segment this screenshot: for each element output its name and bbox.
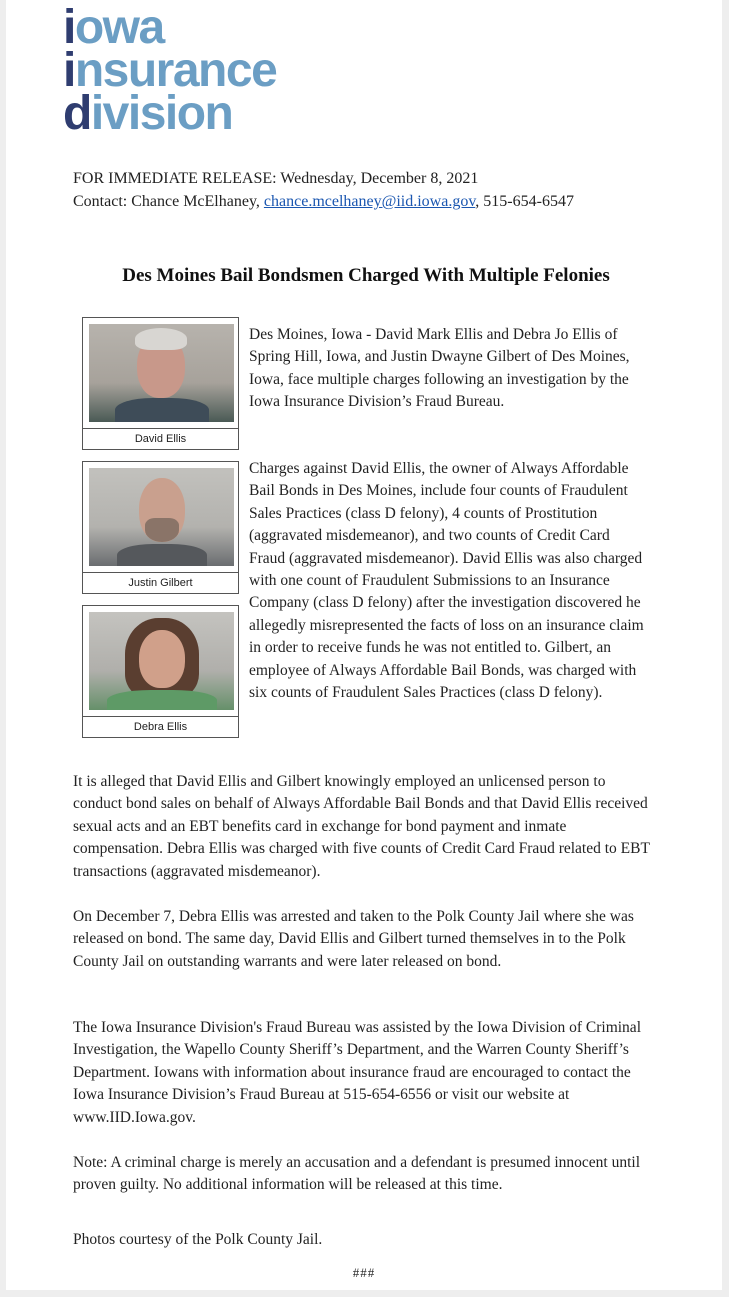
photo-justin-gilbert	[89, 468, 234, 566]
mugshot-david-ellis	[82, 317, 239, 450]
release-date: FOR IMMEDIATE RELEASE: Wednesday, December 8, 2021	[73, 170, 479, 187]
photo-caption: Debra Ellis	[83, 716, 238, 737]
contact-email-link[interactable]: chance.mcelhaney@iid.iowa.gov	[263, 193, 476, 210]
paragraph-assistance: The Iowa Insurance Division's Fraud Bureau was assisted by the Iowa Division of Criminal Investigation, the Wapello County Sheriff’s Department, and the Warren County Sheriff’s Department. Iowans with information about insurance fraud are encouraged to contact the Iowa Insurance Division’s Fraud Bureau at 515-654-6556 or visit our website at www.IID.Iowa.gov.	[73, 1019, 641, 1126]
paragraph-note: Note: A criminal charge is merely an accusation and a defendant is presumed innocent until proven guilty. No additional information will be released at this time.	[73, 1154, 641, 1194]
mugshot-justin-gilbert	[82, 461, 239, 594]
headline: Des Moines Bail Bondsmen Charged With Multiple Felonies	[122, 265, 610, 286]
photo-david-ellis	[89, 324, 234, 422]
mugshot-debra-ellis	[82, 605, 239, 738]
paragraph-intro: Des Moines, Iowa - David Mark Ellis and Debra Jo Ellis of Spring Hill, Iowa, and Justin Dwayne Gilbert of Des Moines, Iowa, face multiple charges following an investigation by the Iowa Insurance Division’s Fraud Bureau.	[249, 326, 630, 411]
photo-caption: Justin Gilbert	[83, 572, 238, 593]
paragraph-charges: Charges against David Ellis, the owner of Always Affordable Bail Bonds in Des Moines, include four counts of Fraudulent Sales Practices (class D felony), 4 counts of Prostitution (aggravated misdemeanor), and two counts of Credit Card Fraud (aggravated misdemeanor). David Ellis was also charged with one count of Fraudulent Submissions to an Insurance Company (class D felony) after the investigation discovered he allegedly misrepresented the facts of loss on an insurance claim in order to receive funds he was not entitled to. Gilbert, an employee of Always Affordable Bail Bonds, was charged with six counts of Fraudulent Sales Practices (class D felony).	[249, 460, 644, 702]
end-of-release-mark: ###	[352, 1265, 376, 1280]
paragraph-allegations: It is alleged that David Ellis and Gilbert knowingly employed an unlicensed person to conduct bond sales on behalf of Always Affordable Bail Bonds and that David Ellis received sexual acts and an EBT benefits card in exchange for bond payment and inmate compensation. Debra Ellis was charged with five counts of Credit Card Fraud related to EBT transactions (aggravated misdemeanor).	[73, 773, 650, 880]
iowa-insurance-division-logo: iowa insurance division	[63, 1, 277, 140]
contact-line: Contact: Chance McElhaney, chance.mcelhaney@iid.iowa.gov, 515-654-6547	[73, 193, 574, 210]
paragraph-arrests: On December 7, Debra Ellis was arrested and taken to the Polk County Jail where she was released on bond. The same day, David Ellis and Gilbert turned themselves in to the Polk County Jail on outstanding warrants and were later released on bond.	[73, 908, 634, 970]
photo-caption: David Ellis	[83, 428, 238, 449]
press-release-page	[6, 0, 722, 1290]
release-meta	[73, 167, 574, 213]
paragraph-photo-credit: Photos courtesy of the Polk County Jail.	[73, 1231, 323, 1248]
photo-debra-ellis	[89, 612, 234, 710]
